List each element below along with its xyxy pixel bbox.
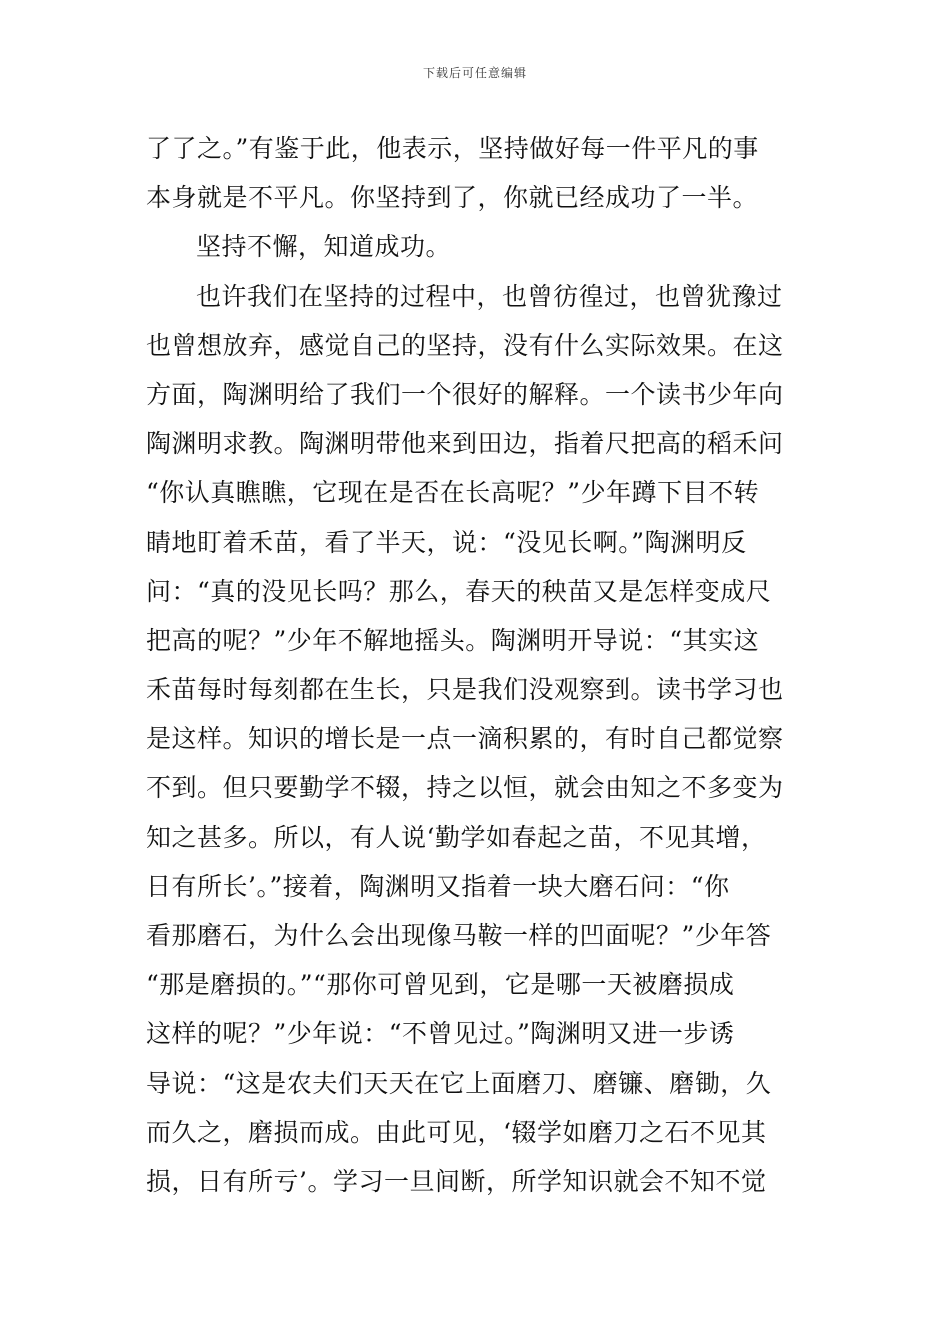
text-line: 看那磨石，为什么会出现像马鞍一样的凹面呢？”少年答 bbox=[146, 921, 772, 950]
text-line: 也曾想放弃，感觉自己的坚持，没有什么实际效果。在这 bbox=[146, 330, 784, 360]
text-line: 知之甚多。所以，有人说‘勤学如春起之苗，不见其增， bbox=[146, 822, 767, 852]
text-line: 把高的呢？”少年不解地摇头。陶渊明开导说：“其实这 bbox=[146, 625, 760, 655]
text-line: 陶渊明求教。陶渊明带他来到田边，指着尺把高的稻禾问 bbox=[146, 429, 784, 459]
text-line: 坚持不懈，知道成功。 bbox=[196, 232, 452, 262]
text-line: 日有所长’。”接着，陶渊明又指着一块大磨石问：“你 bbox=[146, 871, 730, 901]
text-line: “那是磨损的。”“那你可曾见到，它是哪一天被磨损成 bbox=[146, 970, 735, 1000]
text-line: “你认真瞧瞧，它现在是否在长高呢？”少年蹲下目不转 bbox=[146, 478, 760, 508]
text-line: 不到。但只要勤学不辍，持之以恒，就会由知之不多变为 bbox=[146, 773, 784, 803]
text-line: 是这样。知识的增长是一点一滴积累的，有时自己都觉察 bbox=[146, 724, 784, 754]
text-line: 问：“真的没见长吗？那么，春天的秧苗又是怎样变成尺 bbox=[146, 576, 772, 606]
body-text bbox=[146, 124, 806, 1206]
text-line: 了了之。”有鉴于此，他表示，坚持做好每一件平凡的事 bbox=[146, 134, 759, 163]
text-line: 导说：“这是农夫们天天在它上面磨刀、磨镰、磨锄，久 bbox=[146, 1068, 772, 1098]
text-line: 这样的呢？”少年说：“不曾见过。”陶渊明又进一步诱 bbox=[146, 1019, 735, 1049]
text-line: 而久之，磨损而成。由此可见，‘辍学如磨刀之石不见其 bbox=[146, 1117, 767, 1147]
text-line: 方面，陶渊明给了我们一个很好的解释。一个读书少年向 bbox=[146, 379, 784, 409]
text-line: 损，日有所亏’。学习一旦间断，所学知识就会不知不觉 bbox=[146, 1166, 767, 1196]
text-line: 也许我们在坚持的过程中，也曾彷徨过，也曾犹豫过 bbox=[196, 281, 783, 311]
page-header: 下载后可任意编辑 bbox=[422, 66, 527, 80]
text-line: 本身就是不平凡。你坚持到了，你就已经成功了一半。 bbox=[146, 183, 759, 213]
text-line: 睛地盯着禾苗，看了半天，说：“没见长啊。”陶渊明反 bbox=[146, 527, 747, 557]
text-line: 禾苗每时每刻都在生长，只是我们没观察到。读书学习也 bbox=[146, 675, 784, 705]
